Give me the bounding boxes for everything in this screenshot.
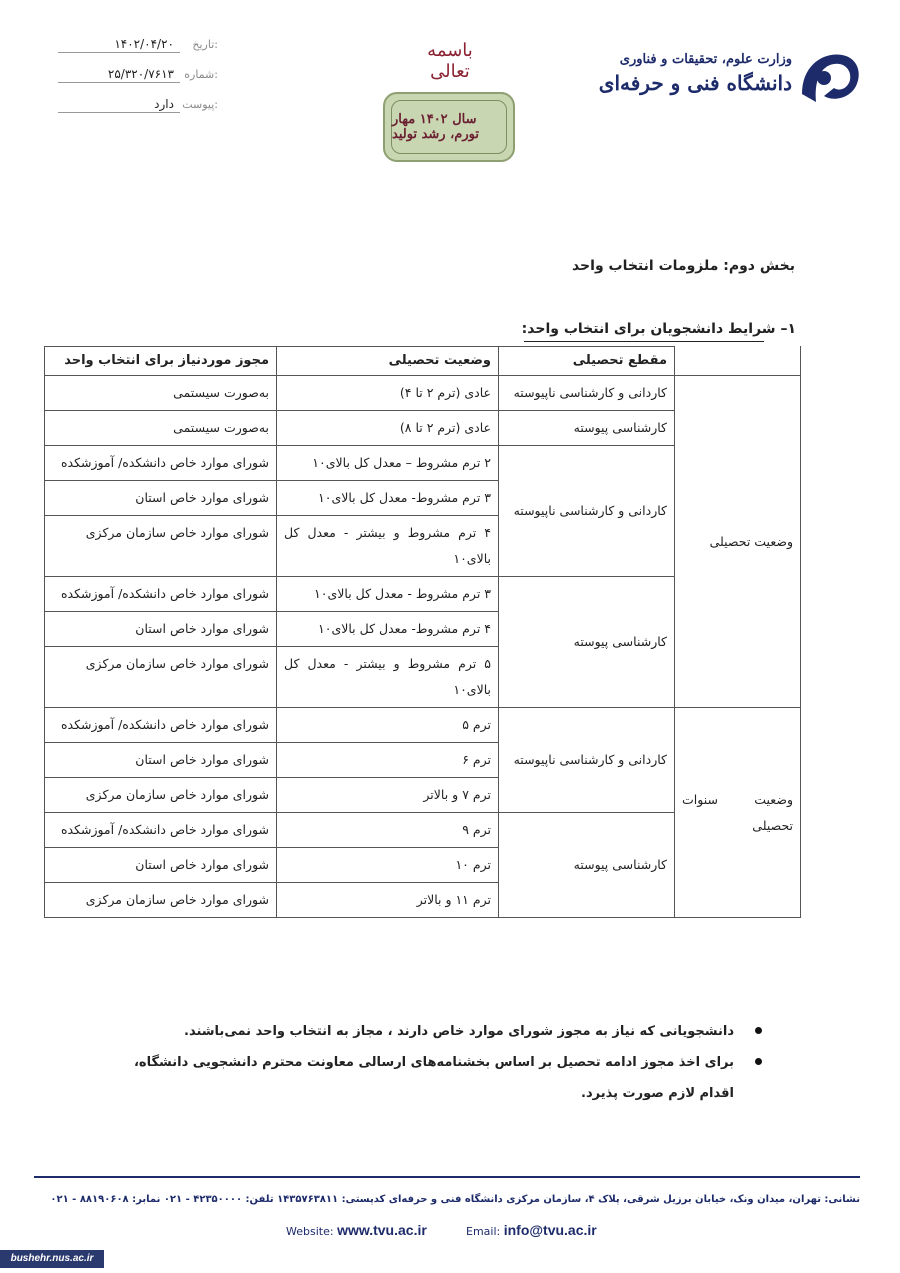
permit-cell: شورای موارد خاص استان: [45, 612, 277, 647]
permit-cell: شورای موارد خاص دانشکده/ آموزشکده: [45, 446, 277, 481]
bullet-icon: [755, 1027, 762, 1034]
permit-cell: شورای موارد خاص سازمان مرکزی: [45, 647, 277, 708]
university-name: دانشگاه فنی و حرفه‌ای: [598, 71, 792, 95]
status-cell: ۳ ترم مشروط- معدل کل بالای۱۰: [277, 481, 499, 516]
footer-address: نشانی: تهران، میدان ونک، خیابان برزیل شرقی، پلاک ۴، سازمان مرکزی دانشگاه فنی و حرفه‌ای کدپستی: ۱۴۳۵۷۶۳۸۱۱ تلفن: ۴۲۳۵۰۰۰۰ - ۰۲۱ نمابر: ۸۸۱۹۰۶۰۸ - ۰۲۱: [50, 1194, 860, 1205]
date-value: ۱۴۰۲/۰۴/۲۰: [114, 37, 174, 51]
permit-cell: شورای موارد خاص سازمان مرکزی: [45, 883, 277, 918]
status-cell: ترم ۶: [277, 743, 499, 778]
permit-cell: شورای موارد خاص استان: [45, 743, 277, 778]
status-cell: ۴ ترم مشروط- معدل کل بالای۱۰: [277, 612, 499, 647]
status-cell: عادی (ترم ۲ تا ۸): [277, 411, 499, 446]
organization-name: [599, 52, 792, 95]
source-watermark: bushehr.nus.ac.ir: [0, 1250, 104, 1268]
list-item: برای اخذ مجوز ادامه تحصیل بر اساس بخشنامه‌های ارسالی معاونت محترم دانشجویی دانشگاه، اقدام لازم صورت پذیرد.: [122, 1047, 762, 1109]
level-cell: کاردانی و کارشناسی ناپیوسته: [499, 708, 675, 813]
level-cell: کارشناسی پیوسته: [499, 411, 675, 446]
status-cell: ترم ۷ و بالاتر: [277, 778, 499, 813]
header-level: مقطع تحصیلی: [499, 347, 675, 376]
bullet-icon: [755, 1058, 762, 1065]
status-cell: ترم ۵: [277, 708, 499, 743]
permit-cell: شورای موارد خاص استان: [45, 481, 277, 516]
year-slogan-seal: [383, 92, 515, 162]
number-row: [58, 68, 218, 86]
status-cell: ترم ۱۱ و بالاتر: [277, 883, 499, 918]
status-cell: ترم ۱۰: [277, 848, 499, 883]
section-title: بخش دوم: ملزومات انتخاب واحد: [571, 258, 795, 274]
permit-cell: به‌صورت سیستمی: [45, 376, 277, 411]
status-cell: ۴ ترم مشروط و بیشتر - معدل کل بالای۱۰: [277, 516, 499, 577]
date-row: [58, 38, 218, 56]
registration-conditions-table: [44, 346, 801, 918]
date-label: تاریخ:: [192, 38, 218, 51]
group-label: وضعیت سنوات تحصیلی: [675, 708, 801, 918]
group-header-empty: [675, 347, 801, 376]
permit-cell: شورای موارد خاص سازمان مرکزی: [45, 778, 277, 813]
footer-divider: [34, 1176, 860, 1178]
level-cell: کاردانی و کارشناسی ناپیوسته: [499, 376, 675, 411]
ministry-name: وزارت علوم، تحقیقات و فناوری: [619, 52, 792, 67]
permit-cell: شورای موارد خاص سازمان مرکزی: [45, 516, 277, 577]
status-cell: عادی (ترم ۲ تا ۴): [277, 376, 499, 411]
status-cell: ترم ۹: [277, 813, 499, 848]
permit-cell: شورای موارد خاص دانشکده/ آموزشکده: [45, 577, 277, 612]
status-cell: ۵ ترم مشروط و بیشتر - معدل کل بالای۱۰: [277, 647, 499, 708]
attachment-row: [58, 98, 218, 116]
seal-text: سال ۱۴۰۲ مهار تورم، رشد تولید: [392, 112, 479, 142]
footer-email: Email: info@tvu.ac.ir: [466, 1222, 597, 1238]
status-cell: ۲ ترم مشروط – معدل کل بالای۱۰: [277, 446, 499, 481]
permit-cell: شورای موارد خاص استان: [45, 848, 277, 883]
level-cell: کارشناسی پیوسته: [499, 577, 675, 708]
level-cell: کاردانی و کارشناسی ناپیوسته: [499, 446, 675, 577]
table-row: [45, 708, 801, 743]
list-item: دانشجویانی که نیاز به مجوز شورای موارد خاص دارند ، مجاز به انتخاب واحد نمی‌باشند.: [122, 1016, 762, 1047]
header-permit: مجوز موردنیاز برای انتخاب واحد: [45, 347, 277, 376]
footer-website: Website: www.tvu.ac.ir: [286, 1222, 427, 1238]
subsection-title: ۱– شرایط دانشجویان برای انتخاب واحد:: [521, 321, 796, 337]
attachment-value: دارد: [154, 97, 174, 111]
group-label: وضعیت تحصیلی: [675, 376, 801, 708]
status-cell: ۳ ترم مشروط - معدل کل بالای۱۰: [277, 577, 499, 612]
permit-cell: به‌صورت سیستمی: [45, 411, 277, 446]
notes-list: [122, 1016, 762, 1109]
email-link[interactable]: info@tvu.ac.ir: [503, 1222, 597, 1238]
attachment-label: پیوست:: [182, 98, 218, 111]
university-logo-icon: [794, 42, 866, 114]
table-row: [45, 376, 801, 411]
website-link[interactable]: www.tvu.ac.ir: [337, 1222, 427, 1238]
header-status: وضعیت تحصیلی: [277, 347, 499, 376]
number-value: ۲۵/۳۲۰/۷۶۱۳: [107, 67, 174, 81]
permit-cell: شورای موارد خاص دانشکده/ آموزشکده: [45, 813, 277, 848]
level-cell: کارشناسی پیوسته: [499, 813, 675, 918]
seal-heading: باسمه تعالی: [427, 40, 473, 82]
number-label: شماره:: [184, 68, 218, 81]
permit-cell: شورای موارد خاص دانشکده/ آموزشکده: [45, 708, 277, 743]
table-header-row: [45, 347, 801, 376]
